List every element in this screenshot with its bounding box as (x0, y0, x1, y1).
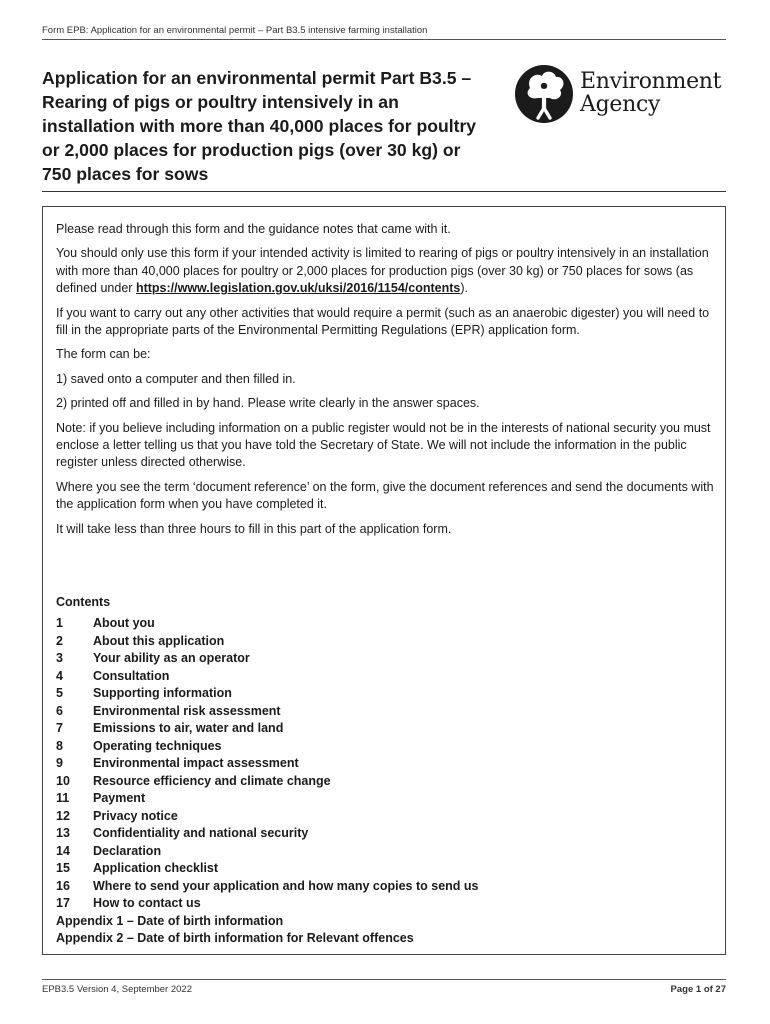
legislation-link[interactable]: https://www.legislation.gov.uk/uksi/2016/1154/contents (135, 281, 461, 296)
contents-item[interactable] (56, 685, 656, 703)
intro-section (56, 221, 718, 545)
contents-heading: Contents (56, 595, 111, 609)
contents-item-label: Environmental impact assessment (93, 756, 299, 770)
contents-appendix[interactable] (56, 930, 656, 948)
footer-divider (42, 979, 726, 980)
contents-item-number: 12 (56, 808, 70, 823)
environment-agency-logo (514, 64, 728, 126)
page-title: Application for an environmental permit Part B3.5 – Rearing of pigs or poultry intensively in an installation with more than 40,000 places for poultry or 2,000 places for production pigs (over 30 kg) or 750 places for sows (42, 68, 477, 184)
contents-item-number: 1 (56, 616, 63, 630)
contents-item[interactable] (56, 790, 656, 808)
form-version: EPB3.5 Version 4, September 2022 (42, 984, 192, 995)
contents-item[interactable] (56, 860, 656, 878)
contents-item-number: 13 (56, 826, 70, 840)
contents-item-label: How to contact us (93, 896, 201, 910)
contents-item-label: About you (93, 616, 155, 630)
intro-text: ). (460, 281, 468, 296)
contents-item-number: 8 (56, 738, 63, 753)
contents-item[interactable] (56, 633, 656, 651)
contents-item-number: 2 (56, 633, 63, 648)
intro-list-item: 2) printed off and filled in by hand. Please write clearly in the answer spaces. (56, 396, 480, 411)
contents-item-number: 15 (56, 861, 70, 875)
contents-item-number: 6 (56, 703, 63, 718)
intro-paragraph: The form can be: (56, 347, 151, 362)
title-divider (42, 191, 726, 192)
contents-item[interactable] (56, 650, 656, 668)
contents-item[interactable] (56, 738, 656, 756)
contents-item-label: Environmental risk assessment (93, 703, 281, 718)
contents-list (56, 615, 656, 948)
contents-item-label: Consultation (93, 668, 170, 683)
contents-item-number: 5 (56, 686, 63, 700)
contents-item[interactable] (56, 668, 656, 686)
contents-item[interactable] (56, 615, 656, 633)
contents-appendix-label: Appendix 2 – Date of birth information for Relevant offences (56, 931, 414, 945)
contents-item-number: 14 (56, 843, 70, 858)
intro-paragraph: Where you see the term ‘document reference’ on the form, give the document references and send the documents with the application form when you have completed it. (56, 479, 714, 512)
intro-paragraph (56, 245, 718, 297)
contents-item-number: 16 (56, 878, 70, 893)
header-divider (42, 39, 726, 40)
contents-item-label: Operating techniques (93, 738, 222, 753)
contents-item-label: Payment (93, 791, 146, 805)
contents-item-number: 3 (56, 651, 63, 665)
logo-line-2: Agency (580, 92, 661, 117)
intro-list-item: 1) saved onto a computer and then filled in. (56, 371, 296, 386)
contents-item-label: Your ability as an operator (93, 651, 250, 665)
logo-wordmark (580, 70, 721, 116)
contents-item[interactable] (56, 755, 656, 773)
intro-text: You should only use this form if your intended activity is limited to rearing of pigs or poultry intensively in an installation with more than 40,000 places for poultry or 2,000 places for production pigs (over 30 kg) or 750 places for sows (as defined under (56, 246, 709, 296)
contents-item-label: Confidentiality and national security (93, 826, 309, 840)
contents-item-label: Where to send your application and how many copies to send us (93, 878, 479, 893)
contents-item-label: Supporting information (93, 686, 232, 700)
contents-item-number: 11 (56, 791, 70, 805)
logo-line-1: Environment (580, 69, 722, 94)
contents-appendix-label: Appendix 1 – Date of birth information (56, 913, 284, 928)
contents-item[interactable] (56, 773, 656, 791)
environment-agency-tree-person-icon (514, 64, 574, 124)
contents-item-number: 9 (56, 756, 63, 770)
contents-item-number: 17 (56, 896, 70, 910)
intro-paragraph: It will take less than three hours to fill in this part of the application form. (56, 521, 452, 536)
contents-item[interactable] (56, 703, 656, 721)
contents-item[interactable] (56, 843, 656, 861)
contents-appendix[interactable] (56, 913, 656, 931)
contents-item-label: Resource efficiency and climate change (93, 773, 331, 788)
contents-item-label: Emissions to air, water and land (93, 721, 284, 735)
contents-item[interactable] (56, 825, 656, 843)
contents-item-number: 10 (56, 773, 70, 788)
contents-item[interactable] (56, 720, 656, 738)
intro-paragraph: If you want to carry out any other activities that would require a permit (such as an anaerobic digester) you will need to fill in the appropriate parts of the Environmental Permitting Regulations (EPR) application form. (56, 305, 710, 338)
contents-item[interactable] (56, 878, 656, 896)
contents-item[interactable] (56, 808, 656, 826)
intro-paragraph: Note: if you believe including information on a public register would not be in the interests of national security you must enclose a letter telling us that you have told the Secretary of State. We will not include the information in the public register unless directed otherwise. (56, 420, 711, 470)
contents-item-number: 7 (56, 721, 63, 735)
contents-item-label: Declaration (93, 843, 162, 858)
contents-item-label: About this application (93, 633, 225, 648)
running-header: Form EPB: Application for an environmental permit – Part B3.5 intensive farming installation (42, 25, 428, 36)
contents-item-number: 4 (56, 668, 63, 683)
page-number: Page 1 of 27 (670, 984, 726, 995)
contents-item[interactable] (56, 895, 656, 913)
contents-item-label: Application checklist (93, 861, 219, 875)
contents-item-label: Privacy notice (93, 808, 178, 823)
intro-paragraph: Please read through this form and the guidance notes that came with it. (56, 222, 451, 236)
